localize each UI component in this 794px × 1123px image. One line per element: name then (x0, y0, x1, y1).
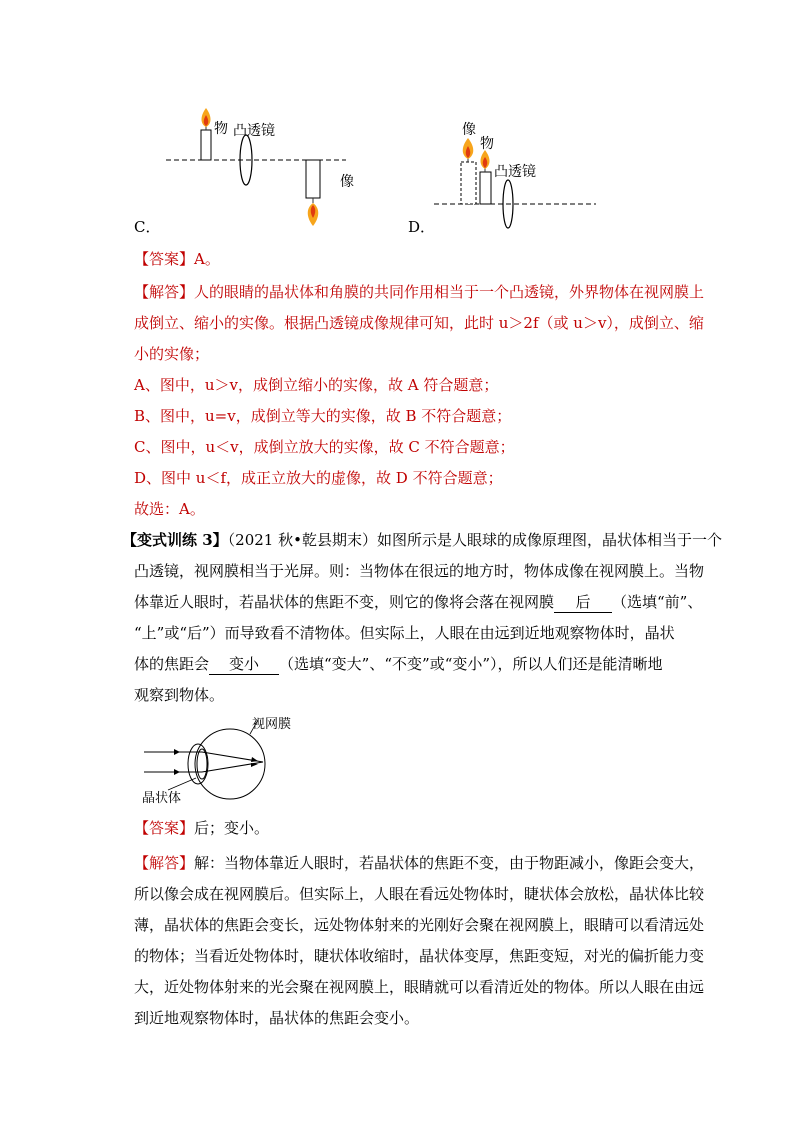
analysis-tag: 【解答】 (134, 854, 195, 872)
q2-analysis-line-2: 成倒立、缩小的实像。根据凸透镜成像规律可知，此时 u＞2f（或 u＞v），成倒立、缩 (134, 314, 704, 332)
crystalline-lens (197, 749, 207, 779)
candle-object (480, 172, 491, 204)
q2-option-b: B、图中，u=v，成倒立等大的实像，故 B 不符合题意； (134, 407, 512, 425)
diagram-d-lens-label: 凸透镜 (494, 164, 536, 180)
q2-option-c: C、图中，u＜v，成倒立放大的实像，故 C 不符合题意； (134, 438, 515, 456)
q3-answer (134, 818, 269, 838)
q3-line-6: 观察到物体。 (134, 686, 225, 704)
q2-answer (134, 249, 220, 269)
q2-conclusion: 故选：A。 (134, 500, 205, 518)
diagram-d-object-label: 物 (480, 136, 494, 152)
candle-object (201, 130, 211, 160)
candle-image-virtual (461, 162, 476, 204)
option-d-label: D． (408, 218, 436, 236)
option-c-label: C． (134, 218, 161, 236)
answer-text: A。 (194, 250, 220, 268)
q3-line-2: 凸透镜，视网膜相当于光屏。则：当物体在很远的地方时，物体成像在视网膜上。当物 (134, 562, 705, 580)
q3-line-4: “上”或“后”）而导致看不清物体。但实际上，人眼在由远到近地观察物体时，晶状 (134, 624, 675, 642)
q3-analysis-line-3: 薄，晶状体的焦距会变长，远处物体射来的光刚好会聚在视网膜上，眼睛可以看清远处 (134, 916, 705, 934)
q2-analysis-line-3: 小的实像； (134, 345, 210, 363)
diagram-c-lens-label: 凸透镜 (233, 123, 275, 139)
diagram-c-image-label: 像 (340, 174, 354, 190)
answer-tag: 【答案】 (134, 819, 195, 837)
q3-line-3: 体靠近人眼时，若晶状体的焦距不变，则它的像将会落在视网膜 后 （选填“前”、 (134, 593, 703, 611)
candle-image (306, 160, 320, 198)
diagram-c-object-label: 物 (214, 121, 228, 137)
diagram-d-image-label: 像 (462, 122, 476, 138)
retina-label: 视网膜 (252, 717, 292, 732)
q3-analysis-line-6: 到近地观察物体时，晶状体的焦距会变小。 (134, 1009, 420, 1027)
q2-option-a: A、图中，u＞v，成倒立缩小的实像，故 A 符合题意； (134, 376, 499, 394)
q3-analysis-line-4: 的物体；当看近处物体时，睫状体收缩时，晶状体变厚，焦距变短，对光的偏折能力变 (134, 947, 705, 965)
q3-analysis-line-1: 【解答】解：当物体靠近人眼时，若晶状体的焦距不变，由于物距减小，像距会变大， (134, 854, 705, 872)
answer-text: 后；变小。 (194, 819, 270, 837)
q3-analysis-line-5: 大，近处物体射来的光会聚在视网膜上，眼睛就可以看清近处的物体。所以人眼在由远 (134, 978, 705, 996)
q2-option-d: D、图中 u＜f，成正立放大的虚像，故 D 不符合题意； (134, 469, 503, 487)
lens-label: 晶状体 (142, 791, 182, 806)
q3-analysis-line-2: 所以像会成在视网膜后。但实际上，人眼在看远处物体时，睫状体会放松，晶状体比较 (134, 885, 705, 903)
q2-analysis-line-1: 【解答】人的眼睛的晶状体和角膜的共同作用相当于一个凸透镜，外界物体在视网膜上 (134, 283, 705, 301)
analysis-tag: 【解答】 (134, 283, 195, 301)
q3-line-1: 【变式训练 3】（2021 秋•乾县期末）如图所示是人眼球的成像原理图，晶状体相当于一个 (122, 531, 722, 549)
answer-tag: 【答案】 (134, 250, 195, 268)
q3-tag: 【变式训练 3】 (122, 531, 228, 549)
blank-1: 后 (554, 592, 612, 613)
q3-line-5: 体的焦距会 变小 （选填“变大”、“不变”或“变小”），所以人们还是能清晰地 (134, 655, 663, 673)
blank-2: 变小 (209, 654, 279, 675)
